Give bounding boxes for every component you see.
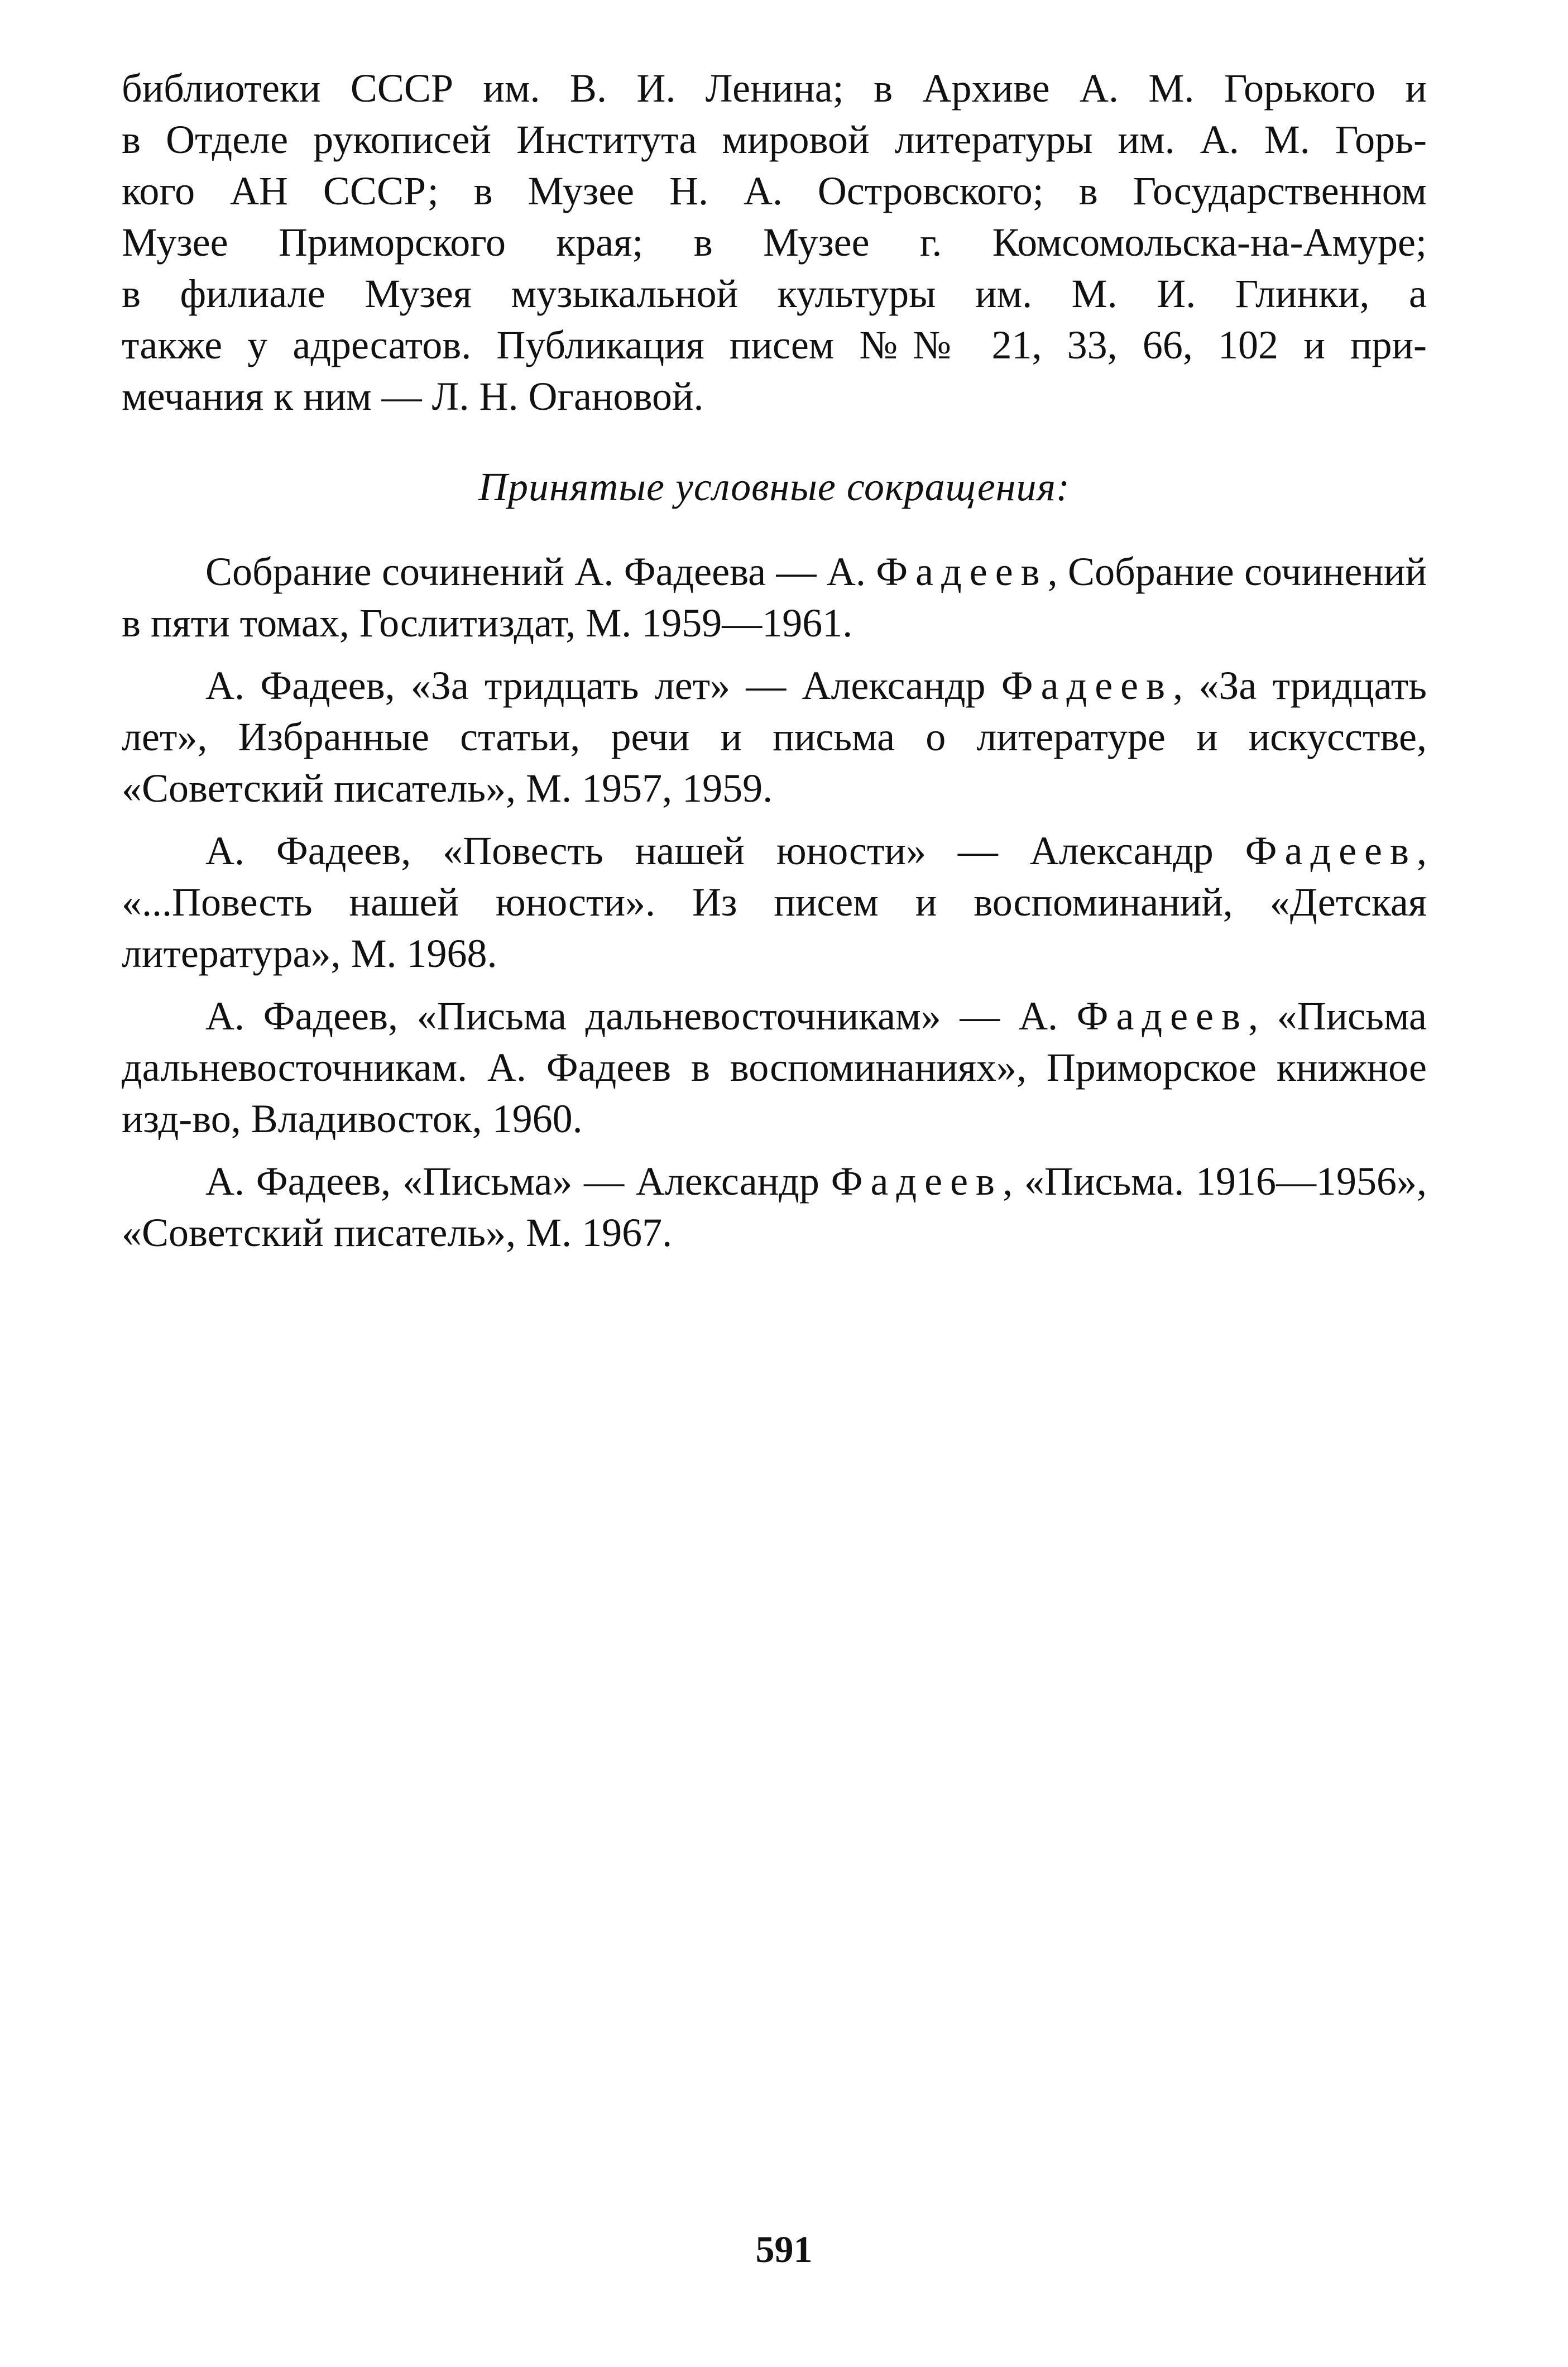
intro-line: в Отделе рукописей Института мировой литературы им. А. М. Горь-	[122, 117, 1427, 162]
entry-author: Фадеев	[876, 549, 1048, 594]
document-page	[122, 63, 1427, 1269]
abbreviation-entry	[122, 990, 1427, 1144]
entry-description: , «Письма дальневосточникам. А. Фадеев в воспоминаниях», Приморское книжное изд-во, Владивосток, 1960.	[122, 994, 1427, 1141]
entry-author: Фадеев	[1076, 994, 1248, 1038]
entry-abbreviation: А. Фадеев, «Письма» — Александр	[205, 1159, 831, 1204]
entry-description: , Собрание сочинений в пяти томах, Гослитиздат, М. 1959—1961.	[122, 549, 1427, 645]
intro-line: Музее Приморского края; в Музее г. Комсомольска-на-Амуре;	[122, 220, 1427, 265]
intro-line: библиотеки СССР им. В. И. Ленина; в Архиве А. М. Горького и	[122, 66, 1427, 111]
entry-abbreviation: А. Фадеев, «Повесть нашей юности» — Александр	[205, 828, 1245, 873]
page-number: 591	[755, 2228, 813, 2270]
entry-author: Фадеев	[1245, 828, 1417, 873]
intro-line: в филиале Музея музыкальной культуры им. М. И. Глинки, а	[122, 271, 1427, 316]
intro-paragraph	[122, 63, 1427, 422]
abbreviation-list	[122, 546, 1427, 1258]
entry-description: , «Письма. 1916—1956», «Советский писатель», М. 1967.	[122, 1159, 1427, 1255]
abbreviation-entry	[122, 1156, 1427, 1258]
entry-abbreviation: Собрание сочинений А. Фадеева — А.	[205, 549, 876, 594]
intro-line: также у адресатов. Публикация писем №№ 21, 33, 66, 102 и при-	[122, 323, 1427, 367]
entry-abbreviation: А. Фадеев, «За тридцать лет» — Александр	[205, 663, 1001, 708]
entry-abbreviation: А. Фадеев, «Письма дальневосточникам» — А.	[205, 994, 1077, 1038]
abbreviation-entry	[122, 660, 1427, 814]
intro-line: кого АН СССР; в Музее Н. А. Островского; в Государственном	[122, 169, 1427, 213]
abbreviation-entry	[122, 825, 1427, 979]
entry-author: Фадеев	[1001, 663, 1173, 708]
intro-line: мечания к ним — Л. Н. Огановой.	[122, 374, 704, 419]
section-title: Принятые условные сокращения:	[478, 464, 1070, 509]
entry-author: Фадеев	[831, 1159, 1003, 1204]
entry-description: , «За тридцать лет», Избранные статьи, речи и письма о литературе и искусстве, «Советский писатель», М. 1957, 1959.	[122, 663, 1427, 811]
entry-description: , «...Повесть нашей юности». Из писем и воспоминаний, «Детская литература», М. 1968.	[122, 828, 1427, 976]
abbreviation-entry	[122, 546, 1427, 649]
